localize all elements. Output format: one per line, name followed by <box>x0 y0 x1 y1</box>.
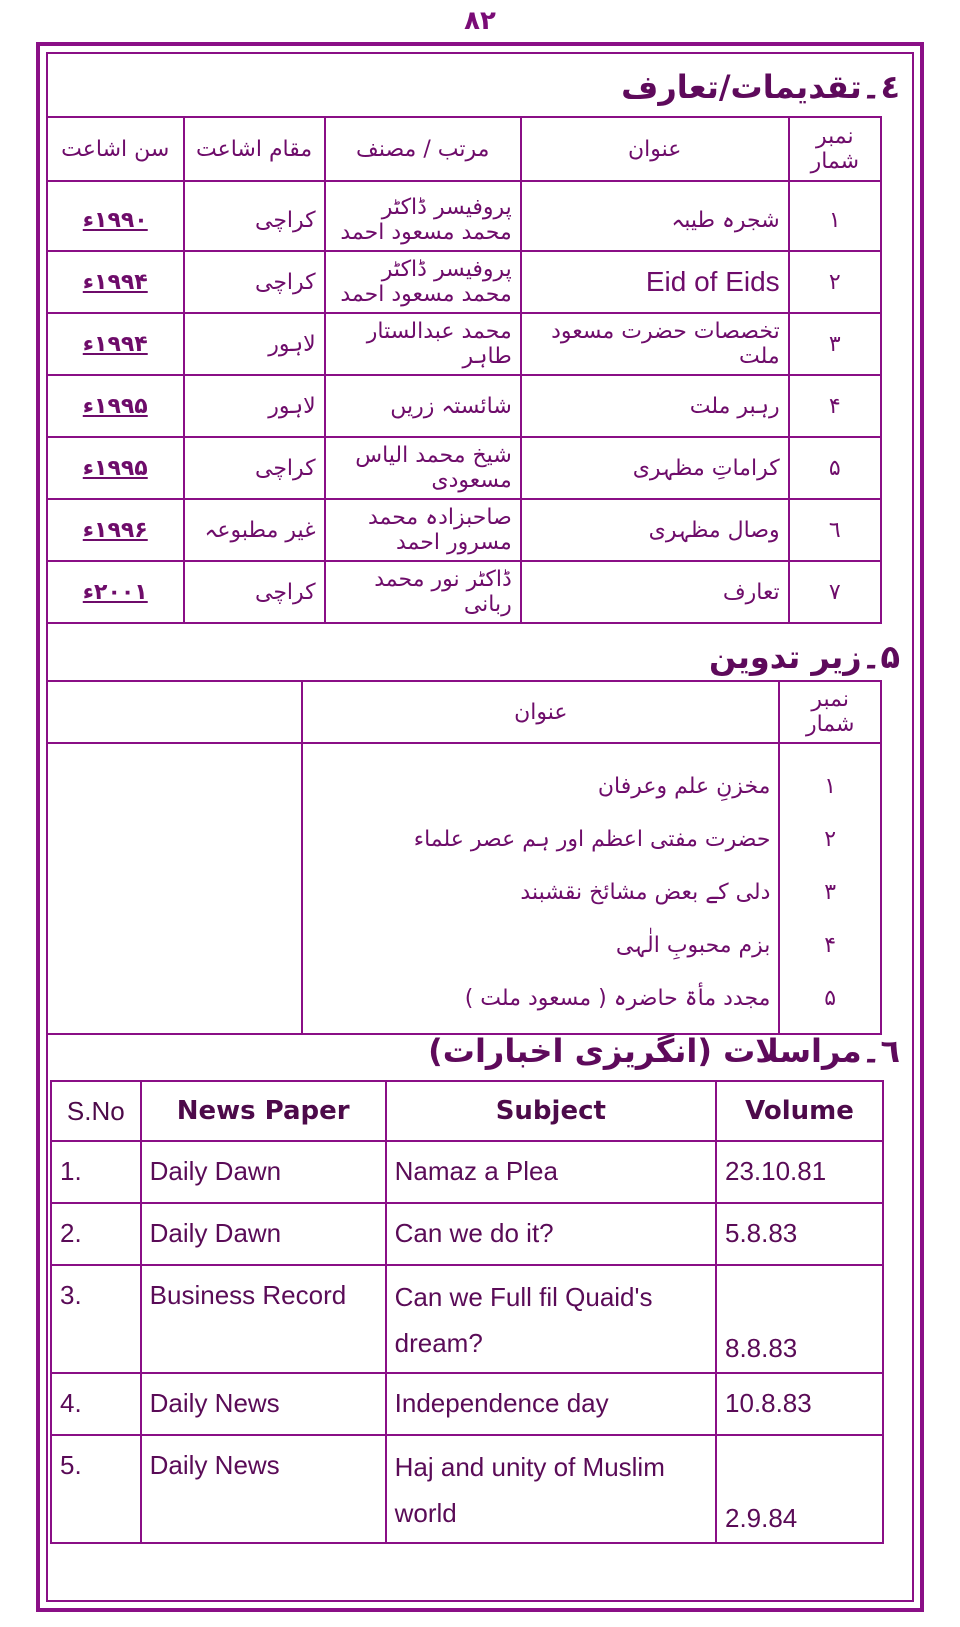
list-item: حضرت مفتی اعظم اور ہم عصر علماء <box>413 827 771 852</box>
title-cell: رہبر ملت <box>521 375 789 437</box>
subject-cell: Namaz a Plea <box>386 1141 716 1203</box>
author-cell: محمد عبدالستار طاہر <box>325 313 521 375</box>
header-author: مرتب / مصنف <box>325 117 521 181</box>
title-column <box>302 743 779 1034</box>
table-row <box>51 1141 883 1203</box>
subject-line: Haj and unity of Muslim <box>394 1452 665 1482</box>
list-item: ۳ <box>824 880 837 905</box>
table-row <box>47 743 881 1034</box>
empty-column <box>47 743 302 1034</box>
subject-line: world <box>394 1498 457 1528</box>
list-item: ۲ <box>824 827 837 852</box>
header-serial: نمبر شمار <box>789 117 881 181</box>
header-paper: News Paper <box>141 1081 386 1141</box>
table-row <box>47 499 881 561</box>
table-header-row <box>51 1081 883 1141</box>
volume-cell: 5.8.83 <box>716 1203 883 1265</box>
table-row <box>47 313 881 375</box>
year-cell: ۱۹۹۴ء <box>47 313 184 375</box>
place-cell: کراچی <box>184 437 325 499</box>
serial-cell: ۴ <box>789 375 881 437</box>
header-title: عنوان <box>521 117 789 181</box>
title-cell: وصال مظہری <box>521 499 789 561</box>
paper-cell: Business Record <box>141 1265 386 1373</box>
serial-cell: ١ <box>789 181 881 251</box>
table-row <box>51 1265 883 1373</box>
table-row <box>47 181 881 251</box>
serial-cell: ۷ <box>789 561 881 623</box>
subject-cell: Can we do it? <box>386 1203 716 1265</box>
table-row <box>51 1373 883 1435</box>
place-cell: غیر مطبوعہ <box>184 499 325 561</box>
serial-column <box>779 743 881 1034</box>
paper-cell: Daily Dawn <box>141 1203 386 1265</box>
author-cell: شائستہ زریں <box>325 375 521 437</box>
table-row <box>47 437 881 499</box>
title-cell: Eid of Eids <box>521 251 789 313</box>
place-cell: کراچی <box>184 181 325 251</box>
section4-table <box>46 116 882 624</box>
serial-cell: ۵ <box>789 437 881 499</box>
list-item: ۴ <box>824 933 837 958</box>
year-cell: ۱۹۹۵ء <box>47 437 184 499</box>
subject-cell: Independence day <box>386 1373 716 1435</box>
title-cell: تعارف <box>521 561 789 623</box>
subject-cell <box>386 1265 716 1373</box>
header-subject: Subject <box>386 1081 716 1141</box>
sno-cell: 5. <box>51 1435 141 1543</box>
header-serial: نمبر شمار <box>779 681 881 743</box>
header-title: عنوان <box>302 681 779 743</box>
place-cell: لاہور <box>184 313 325 375</box>
sno-cell: 4. <box>51 1373 141 1435</box>
year-cell: ۱۹۹۵ء <box>47 375 184 437</box>
list-item: ١ <box>824 774 837 799</box>
section5-table <box>46 680 882 1035</box>
section6-title: ٦۔مراسلات (انگریزی اخبارات) <box>428 1032 900 1070</box>
table-header-row <box>47 681 881 743</box>
table-row <box>47 251 881 313</box>
table-row <box>51 1203 883 1265</box>
table-row <box>47 561 881 623</box>
section6-table <box>50 1080 884 1544</box>
place-cell: کراچی <box>184 561 325 623</box>
serial-cell: ۲ <box>789 251 881 313</box>
subject-line: dream? <box>394 1328 483 1358</box>
page-frame <box>36 42 924 1612</box>
author-cell: ڈاکٹر نور محمد ربانی <box>325 561 521 623</box>
volume-cell: 23.10.81 <box>716 1141 883 1203</box>
list-item: بزم محبوبِ الٰہی <box>615 933 771 958</box>
volume-cell: 8.8.83 <box>716 1265 883 1373</box>
year-cell: ۱۹۹۰ء <box>47 181 184 251</box>
header-volume: Volume <box>716 1081 883 1141</box>
sno-cell: 3. <box>51 1265 141 1373</box>
paper-cell: Daily Dawn <box>141 1141 386 1203</box>
paper-cell: Daily News <box>141 1373 386 1435</box>
sno-cell: 1. <box>51 1141 141 1203</box>
list-item: ۵ <box>824 986 837 1011</box>
serial-cell: ۳ <box>789 313 881 375</box>
year-cell: ۱۹۹۶ء <box>47 499 184 561</box>
list-item: مخزنِ علم وعرفان <box>597 774 771 799</box>
place-cell: کراچی <box>184 251 325 313</box>
table-row <box>47 375 881 437</box>
section4-title: ٤۔تقدیمات/تعارف <box>621 68 900 106</box>
author-cell: صاحبزادہ محمد مسرور احمد <box>325 499 521 561</box>
author-cell: پروفیسر ڈاکٹر محمد مسعود احمد <box>325 181 521 251</box>
volume-cell: 10.8.83 <box>716 1373 883 1435</box>
subject-line: Can we Full fil Quaid's <box>394 1282 653 1312</box>
volume-cell: 2.9.84 <box>716 1435 883 1543</box>
paper-cell: Daily News <box>141 1435 386 1543</box>
year-cell: ۱۹۹۴ء <box>47 251 184 313</box>
author-cell: پروفیسر ڈاکٹر محمد مسعود احمد <box>325 251 521 313</box>
year-cell: ۲۰۰۱ء <box>47 561 184 623</box>
list-item: دلی کے بعض مشائخ نقشبند <box>520 880 771 905</box>
serial-cell: ٦ <box>789 499 881 561</box>
table-row <box>51 1435 883 1543</box>
title-cell: تخصصات حضرت مسعود ملت <box>521 313 789 375</box>
header-place: مقام اشاعت <box>184 117 325 181</box>
page-number: ۸۲ <box>464 6 496 36</box>
subject-cell <box>386 1435 716 1543</box>
header-year: سن اشاعت <box>47 117 184 181</box>
section5-title: ۵۔زیر تدوین <box>709 638 900 676</box>
header-sno: S.No <box>51 1081 141 1141</box>
place-cell: لاہور <box>184 375 325 437</box>
sno-cell: 2. <box>51 1203 141 1265</box>
table-header-row <box>47 117 881 181</box>
title-cell: شجرہ طیبہ <box>521 181 789 251</box>
header-extra <box>47 681 302 743</box>
list-item: مجدد مأۃ حاضرہ ( مسعود ملت ) <box>464 986 771 1011</box>
author-cell: شیخ محمد الیاس مسعودی <box>325 437 521 499</box>
title-cell: کراماتِ مظہری <box>521 437 789 499</box>
